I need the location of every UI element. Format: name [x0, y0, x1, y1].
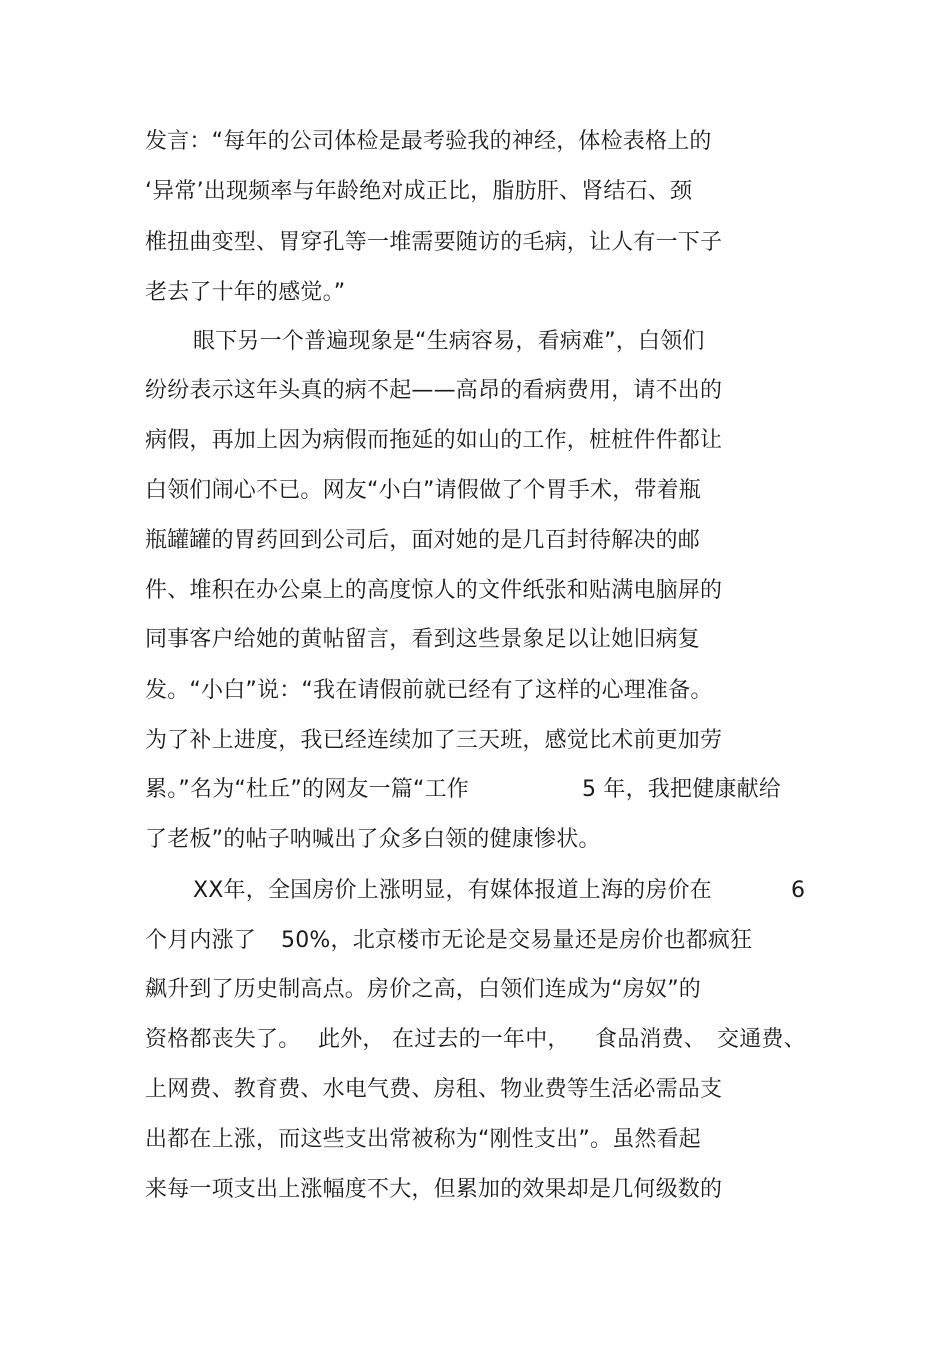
- text-line: 了老板”的帖子呐喊出了众多白领的健康惨状。: [145, 827, 601, 852]
- text-segment: 累。”名为“杜丘”的网友一篇“工作: [145, 777, 469, 802]
- text-segment: 50%，北京楼市无论是交易量还是房价也都疯狂: [281, 928, 753, 953]
- text-line: 眼下另一个普遍现象是“生病容易，看病难”，白领们: [193, 329, 705, 354]
- text-line: 纷纷表示这年头真的病不起——高昂的看病费用，请不出的: [145, 378, 723, 403]
- text-segment: 食品消费、: [595, 1027, 707, 1052]
- text-line: 白领们闹心不已。网友“小白”请假做了个胃手术，带着瓶: [145, 478, 701, 503]
- text-line: 发言：“每年的公司体检是最考验我的神经，体检表格上的: [145, 129, 712, 154]
- text-line: 来每一项支出上涨幅度不大，但累加的效果却是几何级数的: [145, 1177, 723, 1202]
- text-line: [145, 775, 805, 805]
- text-segment: 此外，: [318, 1027, 385, 1052]
- text-line: 为了补上进度，我已经连续加了三天班，感觉比术前更加劳: [145, 728, 723, 753]
- text-segment: 个月内涨了: [145, 928, 257, 953]
- text-segment: 5 年，我把健康献给: [582, 777, 781, 802]
- text-segment: 在过去的一年中，: [392, 1027, 570, 1052]
- text-line: 病假，再加上因为病假而拖延的如山的工作，桩桩件件都让: [145, 428, 723, 453]
- text-segment: 交通费、: [717, 1027, 806, 1052]
- text-line: [145, 1025, 810, 1055]
- text-segment: XX年，全国房价上涨明显，有媒体报道上海的房价在: [193, 878, 712, 903]
- text-line: 出都在上涨，而这些支出常被称为“刚性支出”。虽然看起: [145, 1127, 701, 1152]
- text-line: 上网费、教育费、水电气费、房租、物业费等生活必需品支: [145, 1077, 723, 1102]
- text-line: 发。“小白”说：“我在请假前就已经有了这样的心理准备。: [145, 678, 713, 703]
- text-line: 飙升到了历史制高点。房价之高，白领们连成为“房奴”的: [145, 977, 701, 1002]
- text-line: 同事客户给她的黄帖留言，看到这些景象足以让她旧病复: [145, 627, 701, 652]
- text-line: [145, 926, 765, 956]
- text-line: 件、堆积在办公桌上的高度惊人的文件纸张和贴满电脑屏的: [145, 578, 723, 603]
- text-line: 瓶罐罐的胃药回到公司后，面对她的是几百封待解决的邮: [145, 528, 701, 553]
- text-segment: 6: [791, 878, 806, 903]
- text-line: 老去了十年的感觉。”: [145, 280, 346, 305]
- text-line: ‘异常’出现频率与年龄绝对成正比，脂肪肝、肾结石、颈: [145, 179, 693, 204]
- text-segment: 资格都丧失了。: [145, 1027, 301, 1052]
- text-line: [193, 876, 813, 906]
- text-line: 椎扭曲变型、胃穿孔等一堆需要随访的毛病，让人有一下子: [145, 230, 723, 255]
